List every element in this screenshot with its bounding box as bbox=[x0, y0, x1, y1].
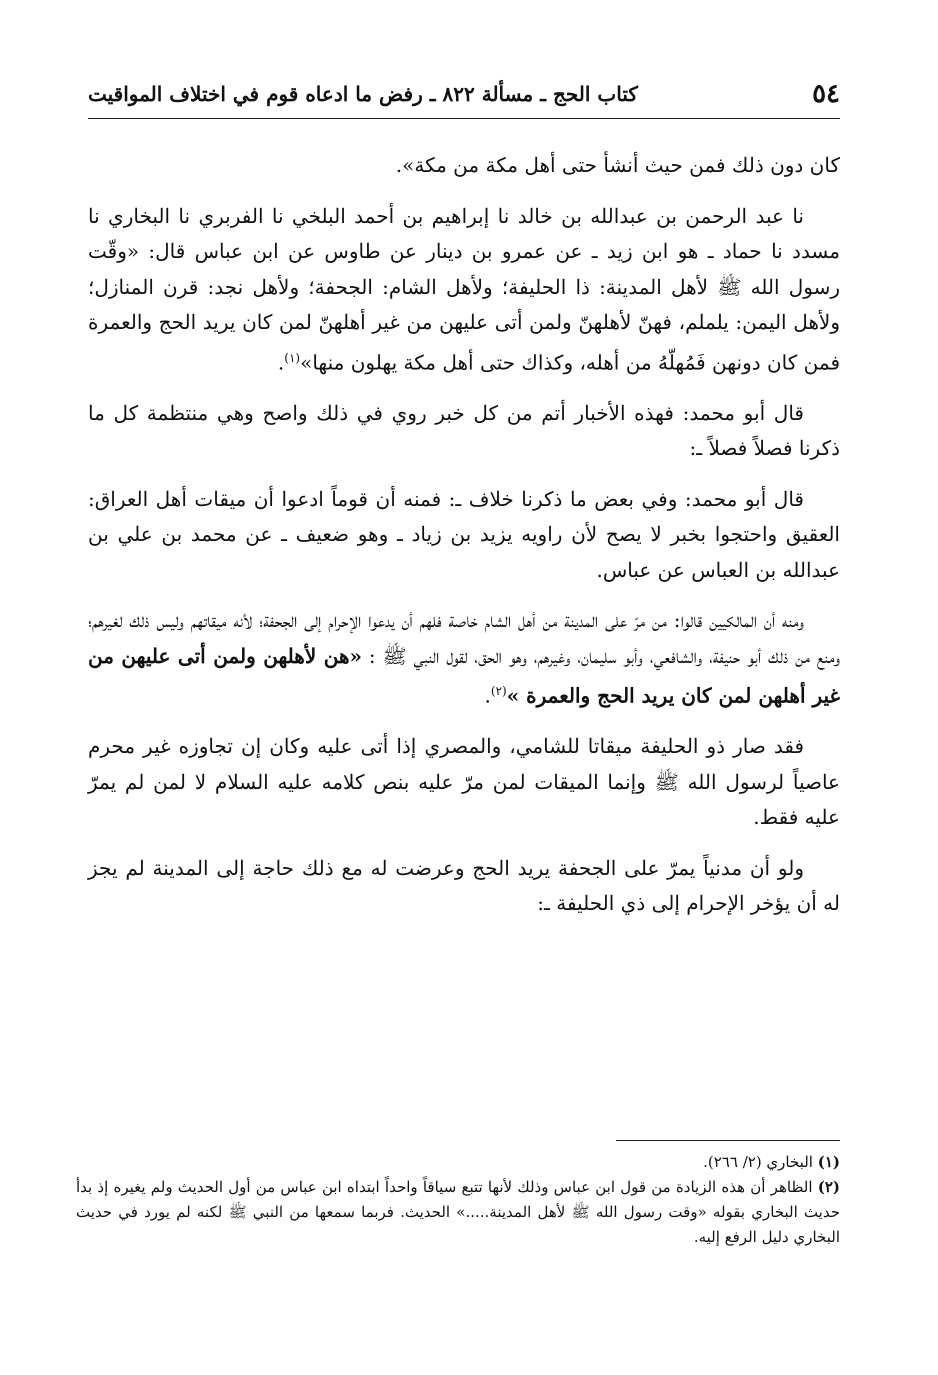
paragraph-text: فقد صار ذو الحليفة ميقاتا للشامي، والمصري إذا أتى عليه وكان إن تجاوزه غير محرم عاصياً لرسول الله ﷺ وإنما الميقات لمن مرّ عليه بنص كلامه عليه السلام لا لمن لم يمرّ عليه فقط. bbox=[88, 734, 840, 830]
paragraph-continuation bbox=[88, 148, 840, 184]
footnote-text: البخاري (٢/ ٢٦٦). bbox=[703, 1153, 813, 1171]
footnote-reference: (٢) bbox=[490, 684, 507, 699]
footnote-divider bbox=[616, 1140, 840, 1141]
footnote-number: (٢) bbox=[817, 1178, 840, 1196]
running-title: كتاب الحج ـ مسألة ٨٢٢ ـ رفض ما ادعاه قوم في اختلاف المواقيت bbox=[88, 82, 638, 106]
footnote-2 bbox=[76, 1175, 840, 1250]
paragraph-end: . bbox=[484, 683, 491, 708]
paragraph-text: قال أبو محمد: وفي بعض ما ذكرنا خلاف ـ: فمنه أن قوماً ادعوا أن ميقات أهل العراق: العقيق واحتجوا بخبر لا يصح لأن راويه يزيد بن زياد ـ وهو ضعيف ـ عن محمد بن علي بن عبدالله بن العباس عن عباس. bbox=[88, 486, 840, 582]
header-divider bbox=[88, 118, 840, 119]
paragraph-text: نا عبد الرحمن بن عبدالله بن خالد نا إبراهيم بن أحمد البلخي نا الفربري نا البخاري نا مسدد نا حماد ـ هو ابن زيد ـ عن عمرو بن دينار عن طاوس عن ابن عباس قال: «وقّت رسول الله ﷺ لأهل المدينة: ذا الحليفة؛ ولأهل الشام: الجحفة؛ ولأهل نجد: قرن المنازل؛ ولأهل اليمن: يلملم، فهنّ لأهلهنّ ولمن أتى عليهن من غير أهلهنّ لمن كان يريد الحج والعمرة فمن كان دونهن فَمُهلّهُ من أهله، وكذاك حتى أهل مكة يهلون منها» bbox=[88, 203, 840, 375]
paragraph-madani bbox=[88, 851, 840, 922]
paragraph-text: كان دون ذلك فمن حيث أنشأ حتى أهل مكة من مكة». bbox=[395, 153, 840, 177]
paragraph-text: ولو أن مدنياً يمرّ على الجحفة يريد الحج وعرضت له مع ذلك حاجة إلى المدينة لم يجز له أن يؤخر الإحرام إلى ذي الحليفة ـ: bbox=[88, 855, 840, 916]
paragraph-abu-muhammad-2 bbox=[88, 482, 840, 589]
footnotes bbox=[76, 1150, 840, 1250]
footnote-text: الظاهر أن هذه الزيادة من قول ابن عباس وذلك لأنها تتبع سياقاً واحداً ابتداه ابن عباس من أول الحديث ولم يغيره إذ بدأ حديث البخاري بقوله «وقت رسول الله ﷺ لأهل المدينة.....» الحديث. فربما سمعها من النبي ﷺ لكنه لم يورد في حديث البخاري دليل الرفع إليه. bbox=[76, 1178, 840, 1246]
page-header bbox=[88, 76, 840, 112]
main-text bbox=[88, 148, 840, 937]
paragraph-malikiyya bbox=[88, 603, 840, 714]
footnote-reference: (١) bbox=[284, 350, 301, 365]
footnote-1 bbox=[76, 1150, 840, 1175]
paragraph-hadith-chain bbox=[88, 199, 840, 381]
paragraph-end: . bbox=[277, 350, 285, 375]
paragraph-dhul-hulayfa bbox=[88, 729, 840, 836]
paragraph-text: قال أبو محمد: فهذه الأخبار أتم من كل خبر روي في ذلك واصح وهي منتظمة كل ما ذكرنا فصلاً فصلاً ـ: bbox=[88, 400, 840, 461]
paragraph-abu-muhammad-1 bbox=[88, 396, 840, 467]
footnote-number: (١) bbox=[817, 1153, 840, 1171]
page-number: ٥٤ bbox=[812, 79, 840, 109]
paragraph-text: ومنه أن المالكيين قالوا: من مرّ على المدينة من أهل الشام خاصة فلهم أن يدعوا الإحرام إلى الجحفة؛ لأنه ميقاتهم وليس ذلك لغيرهم؛ ومنع من ذلك أبو حنيفة، والشافعي، وأبو سليمان، وغيرهم، وهو الحق، لقول النبي ﷺ : bbox=[88, 608, 841, 668]
hadith-quote: «هن لأهلهن ولمن أتى عليهن من غير أهلهن لمن كان يريد الحج والعمرة » bbox=[88, 643, 840, 708]
